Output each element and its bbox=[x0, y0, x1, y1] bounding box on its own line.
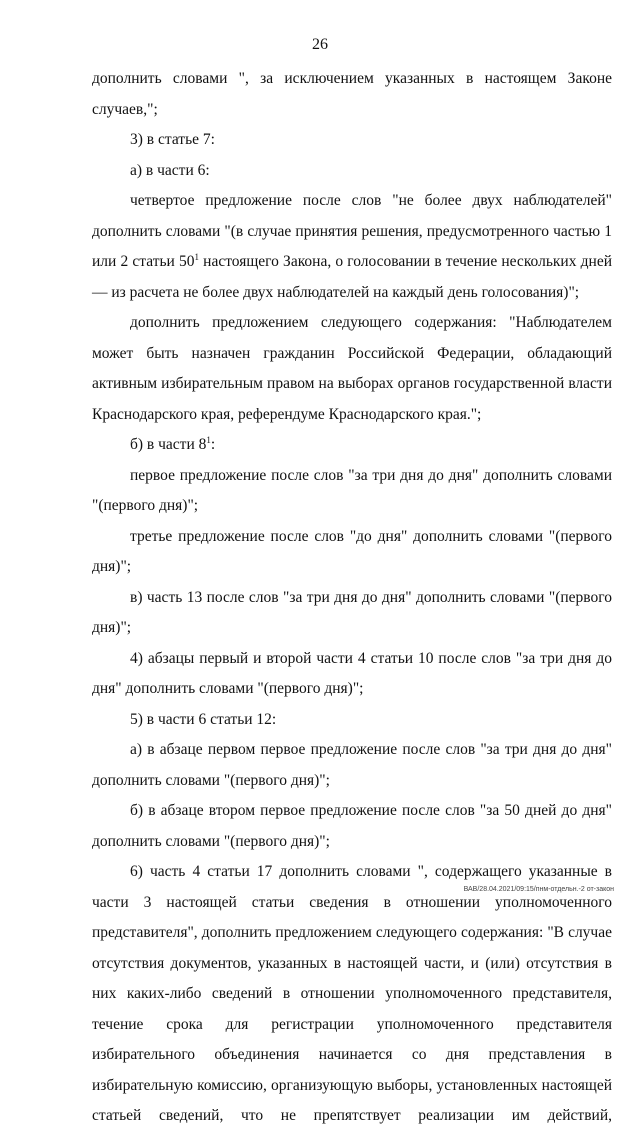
paragraph-1: дополнить словами ", за исключением указанных в настоящем Законе случаев,"; bbox=[92, 70, 612, 118]
paragraph-8: третье предложение после слов "до дня" дополнить словами "(первого дня)"; bbox=[92, 527, 612, 575]
paragraph-13: б) в абзаце втором первое предложение после слов "за 50 дней до дня" дополнить словами "(первого дня)"; bbox=[92, 802, 612, 850]
paragraph-9: в) часть 13 после слов "за три дня до дня" дополнить словами "(первого дня)"; bbox=[92, 588, 612, 636]
document-body bbox=[92, 64, 612, 1132]
paragraph-2: 3) в статье 7: bbox=[130, 131, 215, 148]
footer-stamp: ВАВ/28.04.2021/09:15/пнм-отдельн.-2 от-закон bbox=[463, 886, 614, 893]
paragraph-3: а) в части 6: bbox=[130, 161, 210, 179]
paragraph-10: 4) абзацы первый и второй части 4 статьи 10 после слов "за три дня до дня" дополнить словами "(первого дня)"; bbox=[92, 649, 612, 697]
paragraph-4 bbox=[92, 186, 612, 308]
paragraph-14: 6) часть 4 статьи 17 дополнить словами ", содержащего указанные в части 3 настоящей статьи сведения в отношении уполномоченного представителя", дополнить предложением следующего содержания: "В случае отсутствия документов, указанных в настоящей части, и (или) отсутствия в них каких-либо сведений в отношении уполномоченного представителя, течение срока для регистрации уполномоченного представителя избирательного объединения начинается со дня представления в избирательную комиссию, организующую выборы, установленных настоящей статьей сведений, что не препятствует реализации им действий, bbox=[92, 863, 612, 1124]
paragraph-6 bbox=[92, 430, 612, 461]
superscript-1: 1 bbox=[194, 252, 199, 262]
paragraph-6-tail: : bbox=[210, 436, 216, 453]
paragraph-7: первое предложение после слов "за три дня до дня" дополнить словами "(первого дня)"; bbox=[92, 466, 612, 514]
paragraph-11: 5) в части 6 статьи 12: bbox=[130, 710, 277, 728]
paragraph-5: дополнить предложением следующего содержания: "Наблюдателем может быть назначен гражданин Российской Федерации, обладающий активным избирательным правом на выборах органов государственной власти Краснодарского края, референдуме Краснодарского края."; bbox=[92, 314, 612, 423]
paragraph-4-text: четвертое предложение после слов "не более двух наблюдателей" дополнить словами "(в случае принятия решения, предусмотренного частью 1 или 2 статьи 50 bbox=[92, 192, 612, 270]
paragraph-12: а) в абзаце первом первое предложение после слов "за три дня до дня" дополнить словами "(первого дня)"; bbox=[92, 741, 612, 789]
paragraph-4-tail: настоящего Закона, о голосовании в течение нескольких дней — из расчета не более двух наблюдателей на каждый день голосования)"; bbox=[92, 253, 612, 301]
superscript-2: 1 bbox=[206, 435, 211, 445]
page-number: 26 bbox=[312, 36, 328, 53]
paragraph-6-text: б) в части 8 bbox=[130, 436, 207, 453]
